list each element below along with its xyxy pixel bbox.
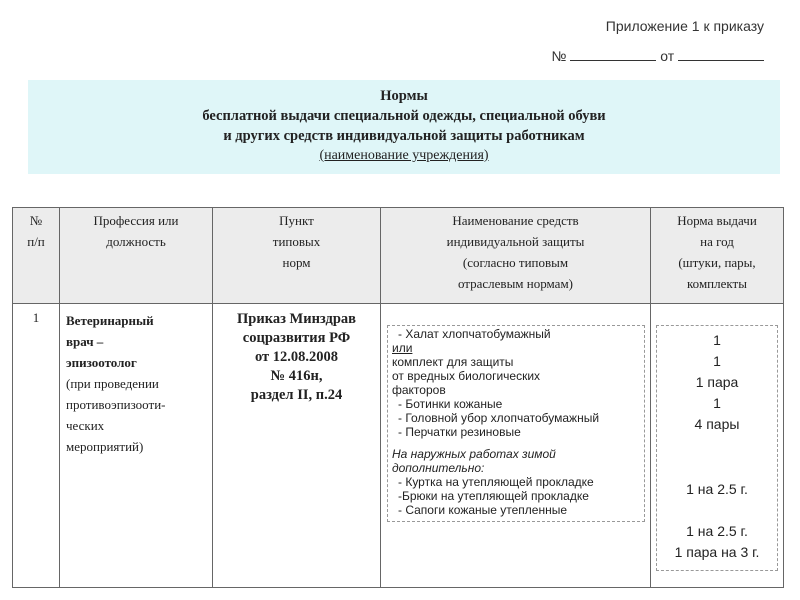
outdoor-note: дополнительно: bbox=[392, 461, 485, 475]
list-item: - Перчатки резиновые bbox=[398, 425, 521, 439]
title-line-1: Нормы bbox=[380, 88, 428, 104]
date-blank bbox=[678, 50, 764, 61]
header-text: (штуки, пары, bbox=[678, 255, 756, 270]
header-text: на год bbox=[700, 234, 734, 249]
table-header-row bbox=[13, 208, 784, 304]
header-text: Пункт bbox=[279, 213, 314, 228]
from-label: от bbox=[660, 48, 675, 64]
issue-norm-cell bbox=[651, 304, 784, 588]
header-text: комплекты bbox=[687, 276, 747, 291]
profession-note: (при проведении bbox=[66, 376, 159, 391]
header-profession bbox=[60, 208, 213, 304]
header-text: (согласно типовым bbox=[462, 255, 569, 270]
header-text: Норма выдачи bbox=[677, 213, 757, 228]
list-item: факторов bbox=[392, 383, 446, 397]
number-blank bbox=[570, 50, 656, 61]
header-text: должность bbox=[106, 234, 166, 249]
quantity: 4 пары bbox=[694, 416, 740, 432]
profession-note: ческих bbox=[66, 418, 105, 433]
number-label: № bbox=[551, 48, 567, 64]
list-item bbox=[392, 341, 640, 369]
profession-note: мероприятий) bbox=[66, 439, 144, 454]
quantities-list bbox=[656, 325, 778, 571]
outdoor-note: На наружных работах зимой bbox=[392, 447, 556, 461]
header-text: отраслевым нормам) bbox=[457, 276, 574, 291]
header-issue-norm bbox=[651, 208, 784, 304]
ppe-items-cell bbox=[381, 304, 651, 588]
spacer bbox=[392, 439, 640, 447]
profession-text: эпизоотолог bbox=[66, 355, 137, 370]
ppe-norms-table bbox=[12, 207, 784, 588]
list-item: -Брюки на утепляющей прокладке bbox=[398, 489, 589, 503]
quantity: 1 пара на 3 г. bbox=[674, 544, 760, 560]
header-text: норм bbox=[282, 255, 311, 270]
header-text: типовых bbox=[272, 234, 321, 249]
list-item: - Сапоги кожаные утепленные bbox=[398, 503, 568, 517]
row-number: 1 bbox=[13, 304, 60, 588]
list-item: от вредных биологических bbox=[392, 369, 541, 383]
order-text: от 12.08.2008 bbox=[254, 349, 339, 365]
appendix-header bbox=[544, 18, 764, 64]
order-text: Приказ Минздрав bbox=[237, 311, 356, 327]
ppe-items-list bbox=[387, 325, 645, 522]
list-item: - Головной убор хлопчатобумажный bbox=[398, 411, 600, 425]
list-item: - Халат хлопчатобумажный bbox=[398, 327, 551, 341]
institution-name-placeholder: (наименование учреждения) bbox=[319, 148, 489, 163]
list-item: - Ботинки кожаные bbox=[398, 397, 503, 411]
order-number-line bbox=[544, 48, 764, 64]
quantity: 1 bbox=[713, 353, 721, 369]
order-reference-cell bbox=[213, 304, 381, 588]
table-row bbox=[13, 304, 784, 588]
header-text: индивидуальной защиты bbox=[446, 234, 585, 249]
appendix-title: Приложение 1 к приказу bbox=[605, 18, 764, 34]
profession-cell bbox=[60, 304, 213, 588]
list-item: - Куртка на утепляющей прокладке bbox=[398, 475, 594, 489]
header-text: Профессия или bbox=[93, 213, 179, 228]
header-norm-point bbox=[213, 208, 381, 304]
or-underlined: или bbox=[392, 341, 413, 355]
profession-text: врач – bbox=[66, 334, 104, 349]
header-ppe-name bbox=[381, 208, 651, 304]
order-text: № 416н, bbox=[270, 368, 323, 384]
quantity: 1 на 2.5 г. bbox=[686, 523, 748, 539]
quantity: 1 bbox=[713, 332, 721, 348]
title-line-2: бесплатной выдачи специальной одежды, специальной обуви bbox=[202, 108, 606, 124]
quantity: 1 bbox=[713, 395, 721, 411]
header-text: Наименование средств bbox=[452, 213, 579, 228]
header-text: п/п bbox=[27, 234, 45, 249]
quantity: 1 пара bbox=[695, 374, 739, 390]
document-title bbox=[28, 80, 780, 174]
profession-note: противоэпизооти- bbox=[66, 397, 166, 412]
order-text: раздел II, п.24 bbox=[250, 387, 343, 403]
title-line-3: и других средств индивидуальной защиты работникам bbox=[223, 128, 585, 144]
list-item-text: комплект для защиты bbox=[392, 355, 514, 369]
profession-text: Ветеринарный bbox=[66, 313, 154, 328]
order-text: соцразвития РФ bbox=[242, 330, 351, 346]
quantity: 1 на 2.5 г. bbox=[686, 481, 748, 497]
header-text: № bbox=[29, 213, 43, 228]
header-num bbox=[13, 208, 60, 304]
